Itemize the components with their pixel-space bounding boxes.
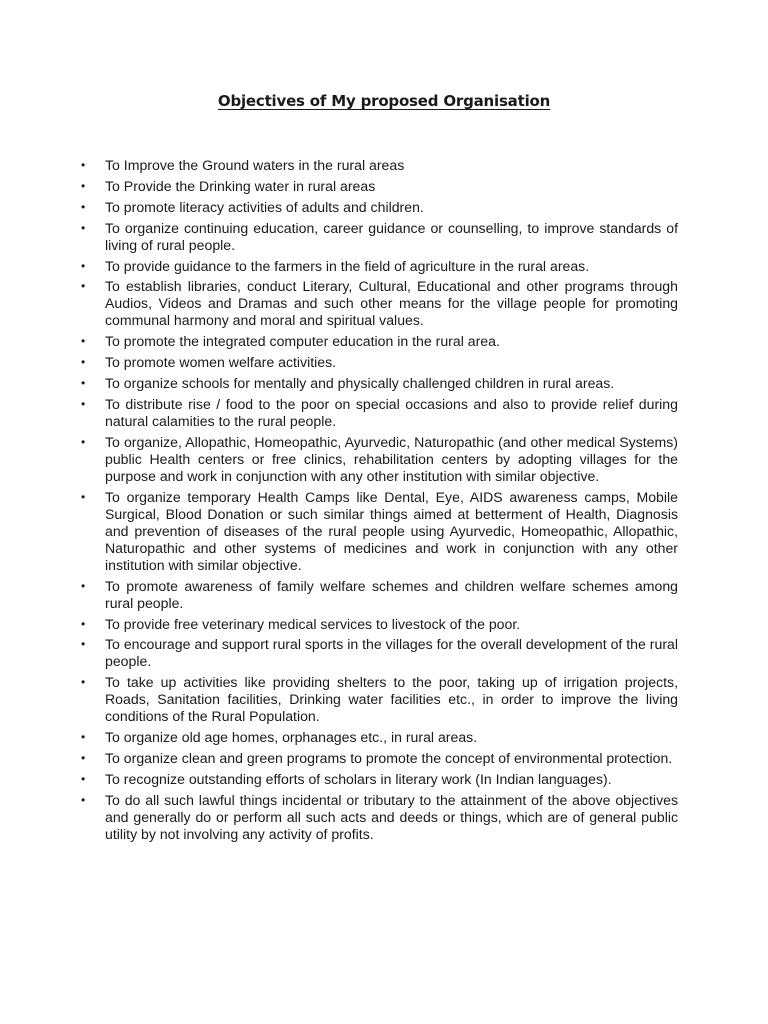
objective-text: To promote the integrated computer education in the rural area. — [105, 333, 500, 350]
objective-item — [81, 729, 678, 746]
document-title — [0, 92, 768, 110]
bullet-icon: • — [81, 158, 86, 172]
objective-text: To organize continuing education, career guidance or counselling, to improve standards of living of rural people. — [105, 219, 678, 253]
objective-text: To organize old age homes, orphanages etc., in rural areas. — [105, 729, 478, 746]
bullet-icon: • — [81, 397, 86, 412]
objective-text: To provide free veterinary medical services to livestock of the poor. — [105, 615, 521, 632]
objective-item — [81, 771, 678, 788]
objective-text: To take up activities like providing shelters to the poor, taking up of irrigation projects, Roads, Sanitation facilities, Drinking water facilities etc., in order to improve the living conditions of the Rural Population. — [105, 674, 678, 725]
objective-item — [81, 178, 678, 195]
bullet-icon: • — [81, 334, 86, 349]
bullet-icon: • — [81, 178, 86, 193]
bullet-icon: • — [81, 199, 86, 214]
bullet-icon: • — [81, 355, 86, 370]
objective-text: To promote literacy activities of adults and children. — [105, 198, 424, 215]
bullet-icon: • — [81, 675, 86, 690]
objective-item — [81, 578, 678, 612]
bullet-icon: • — [81, 279, 86, 294]
objective-item — [81, 396, 678, 430]
objective-item — [81, 199, 678, 216]
objective-item — [81, 489, 678, 574]
objective-item — [81, 375, 678, 392]
objective-item — [81, 157, 678, 174]
objective-text: To Provide the Drinking water in rural areas — [105, 177, 376, 194]
bullet-icon: • — [81, 772, 86, 787]
bullet-icon: • — [81, 792, 86, 807]
bullet-icon: • — [81, 258, 86, 273]
objective-item — [81, 434, 678, 485]
document-title-text: Objectives of My proposed Organisation — [217, 92, 551, 110]
objective-text: To do all such lawful things incidental or tributary to the attainment of the above objectives and generally do or perform all such acts and deeds or things, which are of general public utility by not involving any activity of profits. — [105, 791, 678, 842]
objective-item — [81, 636, 678, 670]
objective-text: To organize clean and green programs to promote the concept of environmental protection. — [105, 750, 673, 767]
bullet-icon: • — [81, 434, 86, 449]
objective-text: To organize temporary Health Camps like Dental, Eye, AIDS awareness camps, Mobile Surgical, Blood Donation or such similar things aimed at betterment of Health, Diagnosis and prevention of diseases of the rural people using Ayurvedic, Homeopathic, Allopathic, Naturopathic and other systems of medicines and work in conjunction with any other institution with similar objective. — [105, 488, 678, 573]
objective-text: To organize, Allopathic, Homeopathic, Ayurvedic, Naturopathic (and other medical Systems) public Health centers or free clinics, rehabilitation centers by adopting villages for the purpose and work in conjunction with any other institution with similar objective. — [105, 433, 678, 484]
objective-item — [81, 616, 678, 633]
objective-text: To Improve the Ground waters in the rural areas — [105, 157, 405, 173]
objective-text: To recognize outstanding efforts of scholars in literary work (In Indian languages). — [105, 771, 612, 788]
objective-text: To promote women welfare activities. — [105, 354, 337, 371]
bullet-icon: • — [81, 751, 86, 766]
objective-text: To encourage and support rural sports in the villages for the overall development of the rural people. — [105, 636, 678, 670]
objective-item — [81, 792, 678, 843]
objective-text: To establish libraries, conduct Literary, Cultural, Educational and other programs through Audios, Videos and Dramas and such other means for the village people for promoting communal harmony and moral and spiritual values. — [105, 278, 678, 329]
objective-text: To promote awareness of family welfare schemes and children welfare schemes among rural people. — [105, 577, 678, 611]
bullet-icon: • — [81, 220, 86, 235]
objective-text: To distribute rise / food to the poor on special occasions and also to provide relief during natural calamities to the rural people. — [105, 396, 678, 430]
objective-item — [81, 750, 678, 767]
objective-text: To organize schools for mentally and physically challenged children in rural areas. — [105, 375, 615, 392]
bullet-icon: • — [81, 730, 86, 745]
objectives-list — [81, 157, 678, 847]
bullet-icon: • — [81, 578, 86, 593]
objective-item — [81, 278, 678, 329]
objective-item — [81, 220, 678, 254]
objective-item — [81, 354, 678, 371]
objective-item — [81, 333, 678, 350]
objective-text: To provide guidance to the farmers in the field of agriculture in the rural areas. — [105, 257, 590, 274]
bullet-icon: • — [81, 616, 86, 631]
bullet-icon: • — [81, 376, 86, 391]
objective-item — [81, 674, 678, 725]
objective-item — [81, 258, 678, 275]
bullet-icon: • — [81, 489, 86, 504]
bullet-icon: • — [81, 637, 86, 652]
